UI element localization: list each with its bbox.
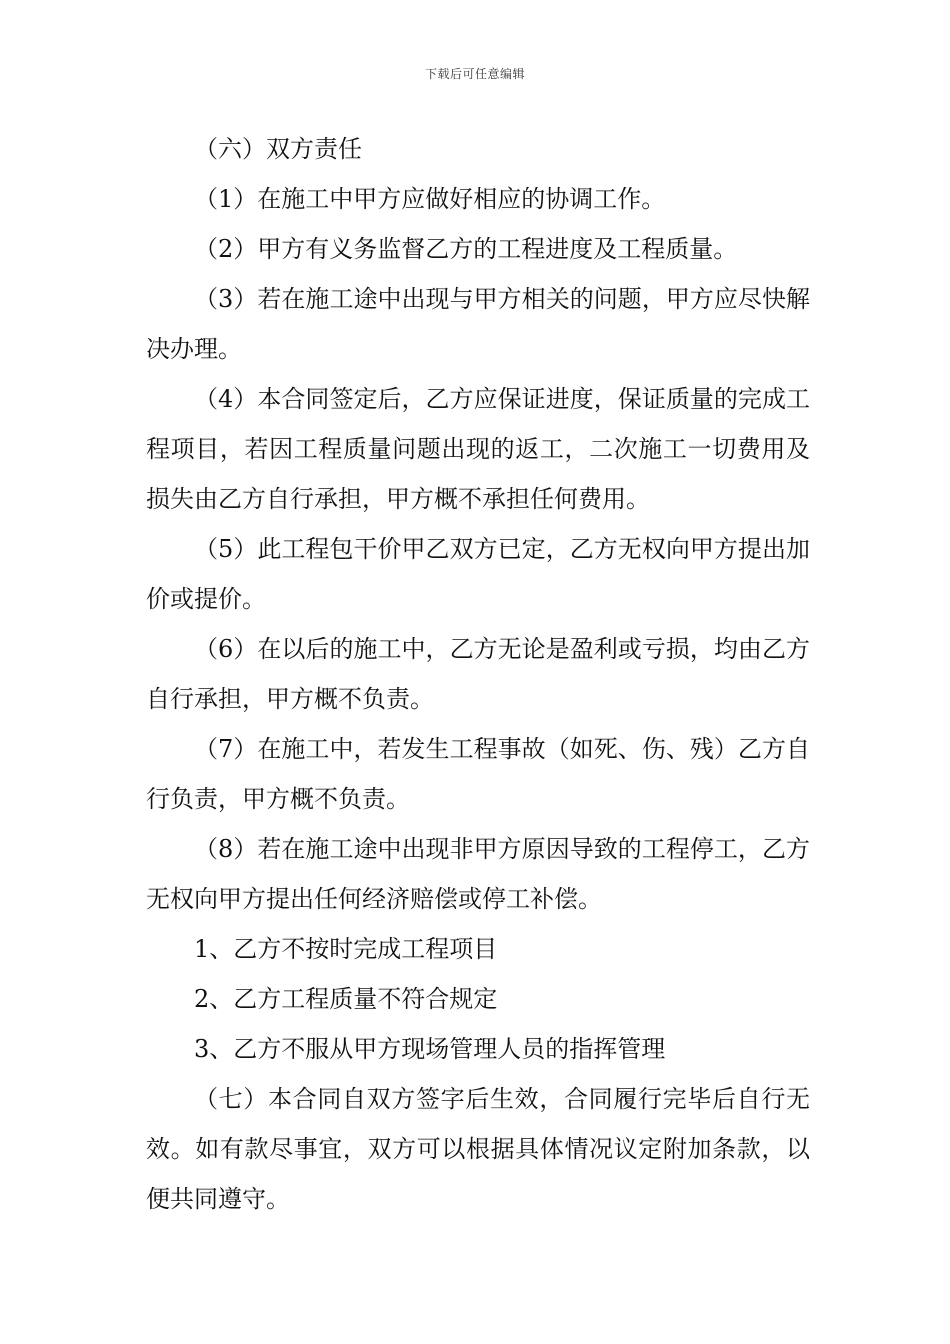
section-6-title: （六）双方责任 [194, 135, 362, 163]
clause-4: （4）本合同签定后，乙方应保证进度，保证质量的完成工程项目，若因工程质量问题出现的返工，二次施工一切费用及损失由乙方自行承担，甲方概不承担任何费用。 [146, 385, 810, 513]
clause-5: （5）此工程包干价甲乙双方已定，乙方无权向甲方提出加价或提价。 [146, 535, 810, 613]
clause-1: （1）在施工中甲方应做好相应的协调工作。 [194, 185, 666, 213]
clause-8: （8）若在施工途中出现非甲方原因导致的工程停工，乙方无权向甲方提出任何经济赔偿或停工补偿。 [146, 835, 810, 913]
clause-6: （6）在以后的施工中，乙方无论是盈利或亏损，均由乙方自行承担，甲方概不负责。 [146, 635, 810, 713]
list-item-1: 1、乙方不按时完成工程项目 [194, 935, 498, 963]
page-header: 下载后可任意编辑 [424, 67, 525, 81]
clause-2: （2）甲方有义务监督乙方的工程进度及工程质量。 [194, 235, 738, 263]
clause-3: （3）若在施工途中出现与甲方相关的问题，甲方应尽快解决办理。 [146, 285, 810, 363]
document-body [146, 124, 810, 1224]
section-7: （七）本合同自双方签字后生效，合同履行完毕后自行无效。如有款尽事宜，双方可以根据具体情况议定附加条款，以便共同遵守。 [146, 1085, 810, 1213]
clause-7: （7）在施工中，若发生工程事故（如死、伤、残）乙方自行负责，甲方概不负责。 [146, 735, 810, 813]
list-item-2: 2、乙方工程质量不符合规定 [194, 985, 498, 1013]
list-item-3: 3、乙方不服从甲方现场管理人员的指挥管理 [194, 1035, 666, 1063]
